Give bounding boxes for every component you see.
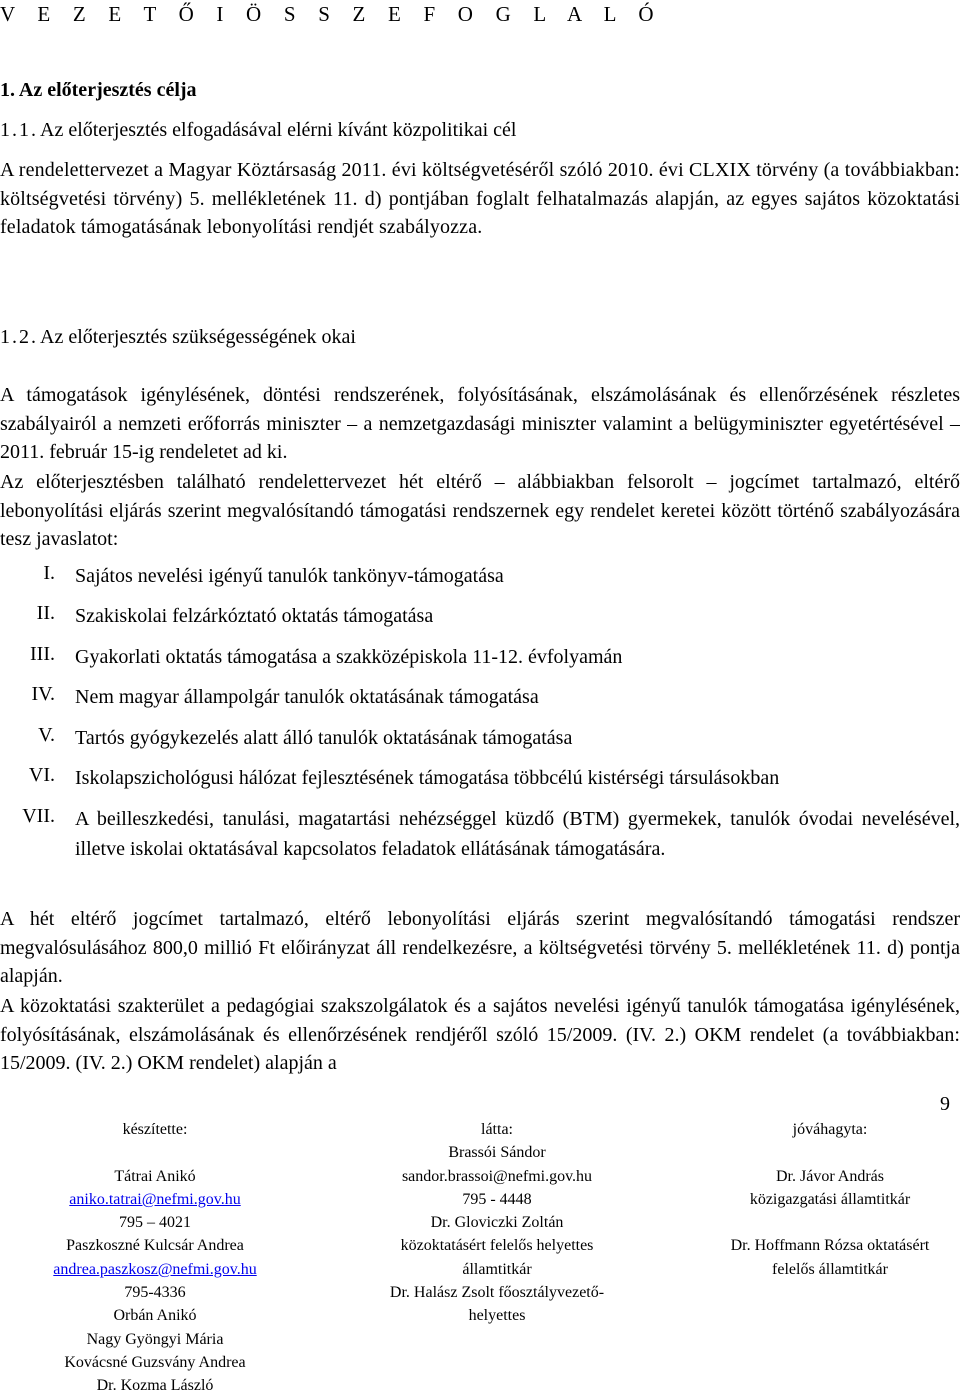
- author-name: Tátrai Anikó: [114, 1167, 196, 1185]
- reviewer-title: államtitkár: [462, 1260, 532, 1278]
- paragraph-budget: A hét eltérő jogcímet tartalmazó, eltérő lebonyolítási eljárás szerint megvalósítandó támogatási rendszer megvalósulásához 800,0 millió Ft előirányzat áll rendelkezésre, a költségvetési törvény 5. mellékletének 11. d) pontja alapján.: [0, 908, 960, 988]
- list-item-text: A beilleszkedési, tanulási, magatartási nehézséggel küzdő (BTM) gyermekek, tanulók óvodai nevelésével, illetve iskolai oktatásával kapcsolatos feladatok ellátásának támogatására.: [75, 808, 960, 860]
- list-item-text: Iskolapszichológusi hálózat fejlesztésének támogatása többcélú kistérségi társulásokban: [75, 767, 780, 789]
- list-item-text: Nem magyar állampolgár tanulók oktatásának támogatása: [75, 686, 539, 708]
- subsection-title: Az előterjesztés szükségességének okai: [40, 326, 356, 348]
- subsection-number: 1.1.: [0, 119, 38, 141]
- author-name: Kovácsné Guzsvány Andrea: [64, 1353, 246, 1371]
- author-name: Orbán Anikó: [113, 1307, 197, 1325]
- list-item-text: Tartós gyógykezelés alatt álló tanulók oktatásának támogatása: [75, 727, 573, 749]
- list-item-number: II.: [36, 602, 55, 624]
- approver-name: Dr. Jávor András: [776, 1167, 884, 1185]
- approved-by-column: [690, 1118, 960, 1281]
- list-item-text: Szakiskolai felzárkóztató oktatás támogatása: [75, 605, 434, 627]
- list-item-number: I.: [43, 562, 55, 584]
- list-item-number: VI.: [28, 764, 55, 786]
- author-phone: 795-4336: [124, 1284, 186, 1302]
- paragraph-purpose: A rendelettervezet a Magyar Köztársaság 2011. évi költségvetéséről szóló 2010. évi CLXIX törvény (a továbbiakban: költségvetési törvény) 5. mellékletének 11. d) pontjában foglalt felhatalmazás alapján, az egyes sajátos közoktatási feladatok támogatásának lebonyolítási rendjét szabályozza.: [0, 159, 960, 239]
- reviewer-phone: 795 - 4448: [462, 1190, 532, 1208]
- list-item-text: Gyakorlati oktatás támogatása a szakközépiskola 11-12. évfolyamán: [75, 646, 623, 668]
- subsection-heading-1-2: [0, 326, 356, 349]
- author-name: Paszkoszné Kulcsár Andrea: [66, 1237, 244, 1255]
- approver-title: közigazgatási államtitkár: [749, 1190, 911, 1208]
- author-email-link[interactable]: andrea.paszkosz@nefmi.gov.hu: [53, 1260, 257, 1278]
- approved-label: jóváhagyta:: [792, 1121, 868, 1138]
- author-name: Dr. Kozma László: [96, 1377, 214, 1395]
- signature-footer: [0, 1118, 960, 1395]
- approver-name: Dr. Hoffmann Rózsa oktatásért: [730, 1237, 930, 1255]
- list-item-number: VII.: [22, 805, 55, 827]
- reviewer-title: helyettes: [468, 1307, 526, 1325]
- subsection-title: Az előterjesztés elfogadásával elérni kívánt közpolitikai cél: [40, 119, 517, 141]
- prepared-label: készítette:: [122, 1121, 188, 1138]
- paragraph-necessity: A támogatások igénylésének, döntési rendszerének, folyósításának, elszámolásának és ellenőrzésének részletes szabályairól a nemzeti erőforrás miniszter – a nemzetgazdasági miniszter valamint a belügyminiszter egyetértésével – 2011. február 15-ig rendeletet ad ki.: [0, 384, 960, 464]
- paragraph-proposal: Az előterjesztésben található rendelettervezet hét eltérő – alábbiakban felsorolt – jogcímet tartalmazó, eltérő lebonyolítási eljárás szerint megvalósítandó támogatási rendszernek egy rendelet keretei között történő szabályozására tesz javaslatot:: [0, 471, 960, 551]
- subsection-heading-1-1: [0, 119, 516, 142]
- seen-by-column: [352, 1118, 642, 1328]
- approver-title: felelős államtitkár: [772, 1260, 888, 1278]
- prepared-by-column: [25, 1118, 285, 1398]
- reviewer-name: Brassói Sándor: [448, 1144, 546, 1162]
- list-item-number: IV.: [31, 683, 55, 705]
- page-number: 9: [940, 1093, 950, 1115]
- paragraph-regulation: A közoktatási szakterület a pedagógiai szakszolgálatok és a sajátos nevelési igényű tanulók támogatása igénylésének, folyósításának, elszámolásának és ellenőrzésének rendjéről szóló 15/2009. (IV. 2.) OKM rendelet (a továbbiakban: 15/2009. (IV. 2.) OKM rendelet) alapján a: [0, 995, 960, 1075]
- author-name: Nagy Gyöngyi Mária: [86, 1330, 224, 1348]
- list-item-number: V.: [38, 724, 55, 746]
- subsection-number: 1.2.: [0, 326, 38, 348]
- reviewer-name: Dr. Halász Zsolt főosztályvezető-: [389, 1284, 605, 1302]
- author-phone: 795 – 4021: [119, 1214, 191, 1232]
- list-item-text: Sajátos nevelési igényű tanulók tankönyv-támogatása: [75, 565, 504, 587]
- reviewer-email: sandor.brassoi@nefmi.gov.hu: [401, 1167, 593, 1185]
- section-heading-1: 1. Az előterjesztés célja: [0, 79, 197, 101]
- document-title: V E Z E T Ő I Ö S S Z E F O G L A L Ó: [0, 2, 663, 26]
- seen-label: látta:: [481, 1121, 513, 1138]
- reviewer-title: közoktatásért felelős helyettes: [400, 1237, 594, 1255]
- reviewer-name: Dr. Gloviczki Zoltán: [430, 1214, 564, 1232]
- author-email-link[interactable]: aniko.tatrai@nefmi.gov.hu: [69, 1190, 241, 1208]
- list-item-number: III.: [30, 643, 55, 665]
